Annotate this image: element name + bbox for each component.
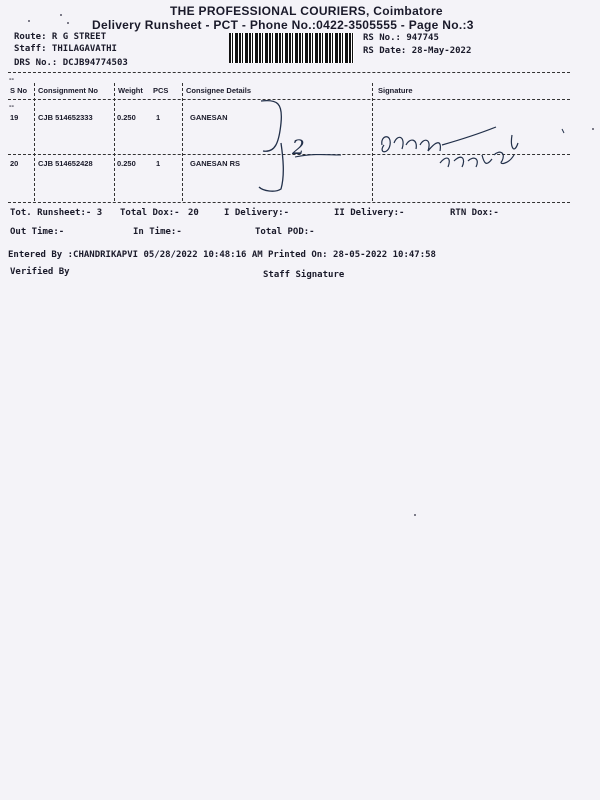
col-header-pcs: PCS: [153, 86, 169, 95]
total-dox-label: Total Dox:-: [120, 208, 180, 218]
total-dox-value: 20: [188, 208, 199, 218]
table-cell-consignment: CJB 514652428: [38, 159, 93, 168]
drs-number: DRS No.: DCJB94774503: [14, 58, 128, 68]
runsheet-subtitle: Delivery Runsheet - PCT - Phone No.:0422-3505555 - Page No.:3: [92, 18, 474, 32]
ii-delivery: II Delivery:-: [334, 208, 405, 218]
speck: [67, 22, 69, 24]
col-header-signature: Signature: [378, 86, 413, 95]
staff-label: Staff: THILAGAVATHI: [14, 44, 117, 54]
route-label: Route: R G STREET: [14, 32, 107, 42]
speck: [414, 514, 416, 516]
speck: [28, 20, 30, 22]
speck: [592, 128, 594, 130]
table-cell-consignee: GANESAN: [190, 113, 228, 122]
table-cell-sno: 20: [10, 159, 19, 168]
speck: [60, 14, 62, 16]
rtn-dox: RTN Dox:-: [450, 208, 499, 218]
rule-stub: --: [9, 74, 14, 83]
total-pod: Total POD:-: [255, 227, 315, 237]
col-divider: [114, 83, 115, 201]
handwritten-signature: [376, 115, 576, 175]
col-header-consignment: Consignment No: [38, 86, 98, 95]
company-title: THE PROFESSIONAL COURIERS, Coimbatore: [170, 4, 443, 18]
staff-signature-label: Staff Signature: [263, 270, 345, 280]
in-time: In Time:-: [133, 227, 182, 237]
table-cell-weight: 0.250: [117, 113, 136, 122]
rs-number: RS No.: 947745: [363, 33, 439, 43]
entered-by: Entered By :CHANDRIKAPVI 05/28/2022 10:48:16 AM: [8, 250, 263, 260]
table-cell-pcs: 1: [156, 159, 161, 168]
barcode: [229, 33, 354, 63]
rs-date: RS Date: 28-May-2022: [363, 46, 472, 56]
col-divider: [34, 83, 35, 201]
printed-on: Printed On: 28-05-2022 10:47:58: [268, 250, 436, 260]
verified-by: Verified By: [10, 267, 70, 277]
table-bottom-rule: [8, 202, 570, 203]
col-header-weight: Weight: [118, 86, 143, 95]
table-cell-consignee: GANESAN RS: [190, 159, 241, 168]
col-divider: [372, 83, 373, 201]
handwritten-note: 2: [292, 135, 305, 159]
tot-runsheet: Tot. Runsheet:- 3: [10, 208, 103, 218]
col-divider: [182, 83, 183, 201]
table-top-rule: [8, 72, 570, 73]
table-cell-sno: 19: [10, 113, 19, 122]
col-header-sno: S No: [10, 86, 28, 95]
i-delivery: I Delivery:-: [224, 208, 290, 218]
col-header-consignee: Consignee Details: [186, 86, 252, 95]
table-cell-weight: 0.250: [117, 159, 136, 168]
table-cell-consignment: CJB 514652333: [38, 113, 93, 122]
out-time: Out Time:-: [10, 227, 65, 237]
table-cell-pcs: 1: [156, 113, 161, 122]
rule-stub: --: [9, 101, 14, 110]
